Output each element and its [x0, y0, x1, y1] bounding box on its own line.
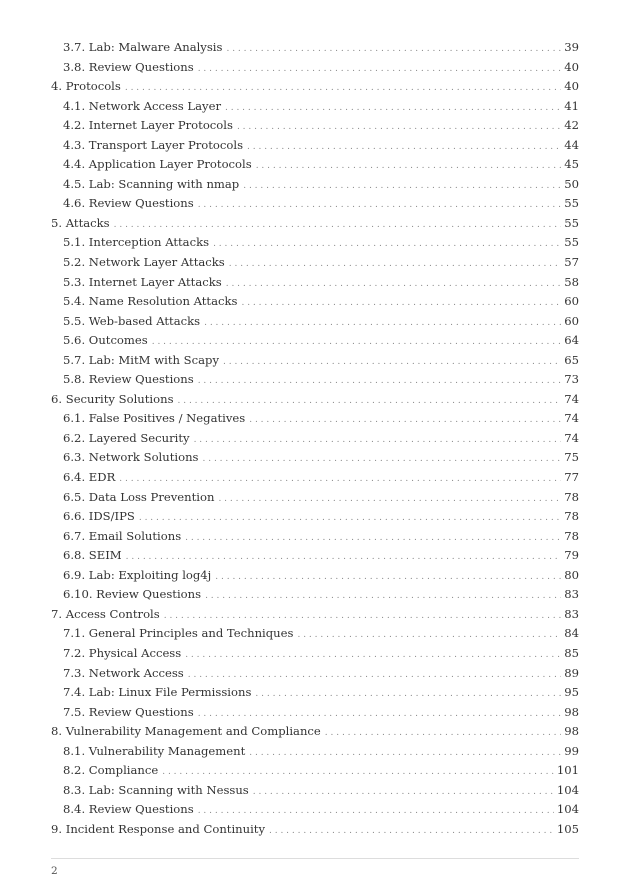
toc-entry[interactable] [51, 820, 579, 840]
toc-entry-title[interactable]: 7. Access Controls [51, 606, 160, 621]
toc-entry-title[interactable]: 4. Protocols [51, 79, 121, 94]
toc-entry[interactable] [51, 292, 579, 312]
toc-entry-title[interactable]: 6.8. SEIM [63, 548, 122, 563]
toc-dot-leader [297, 626, 561, 646]
toc-entry-page[interactable]: 40 [564, 79, 579, 94]
toc-entry[interactable] [51, 644, 579, 664]
toc-entry-title[interactable]: 8.2. Compliance [63, 763, 159, 778]
toc-entry[interactable] [51, 175, 579, 195]
toc-entry-page[interactable]: 64 [564, 333, 579, 348]
toc-dot-leader [325, 724, 561, 744]
toc-entry-title[interactable]: 8.1. Vulnerability Management [63, 743, 246, 758]
toc-entry-page[interactable]: 74 [564, 411, 579, 426]
toc-entry-title[interactable]: 7.4. Lab: Linux File Permissions [63, 685, 252, 700]
toc-entry-title[interactable]: 3.8. Review Questions [63, 59, 194, 74]
toc-entry-title[interactable]: 5.8. Review Questions [63, 372, 194, 387]
toc-entry[interactable] [51, 605, 579, 625]
table-of-contents [51, 38, 579, 839]
toc-entry-title[interactable]: 7.2. Physical Access [63, 645, 182, 660]
toc-entry-page[interactable]: 105 [556, 821, 579, 836]
toc-entry[interactable] [51, 370, 579, 390]
toc-entry-title[interactable]: 7.5. Review Questions [63, 704, 194, 719]
toc-dot-leader [247, 138, 561, 158]
toc-entry-title[interactable]: 8. Vulnerability Management and Compliance [51, 724, 321, 739]
toc-dot-leader [139, 509, 561, 529]
toc-dot-leader [256, 157, 562, 177]
toc-entry-title[interactable]: 5.1. Interception Attacks [63, 235, 210, 250]
toc-dot-leader [226, 40, 561, 60]
toc-entry-page[interactable]: 45 [564, 157, 579, 172]
toc-entry-page[interactable]: 55 [564, 235, 579, 250]
toc-entry-page[interactable]: 104 [556, 782, 579, 797]
toc-entry-title[interactable]: 5. Attacks [51, 215, 110, 230]
toc-entry-page[interactable]: 57 [564, 255, 579, 270]
toc-entry-title[interactable]: 5.7. Lab: MitM with Scapy [63, 352, 219, 367]
toc-dot-leader [241, 294, 561, 314]
toc-entry-title[interactable]: 4.2. Internet Layer Protocols [63, 118, 233, 133]
toc-entry-title[interactable]: 3.7. Lab: Malware Analysis [63, 40, 223, 54]
toc-entry-page[interactable]: 78 [564, 489, 579, 504]
toc-dot-leader [218, 490, 561, 510]
toc-entry[interactable] [51, 409, 579, 429]
toc-entry[interactable] [51, 116, 579, 136]
toc-entry[interactable] [51, 624, 579, 644]
toc-entry-page[interactable]: 55 [564, 215, 579, 230]
toc-entry[interactable] [51, 77, 579, 97]
toc-entry-title[interactable]: 9. Incident Response and Continuity [51, 821, 266, 836]
toc-dot-leader [249, 411, 561, 431]
toc-entry-title[interactable]: 6.9. Lab: Exploiting log4j [63, 567, 212, 582]
toc-entry[interactable] [51, 331, 579, 351]
toc-entry-page[interactable]: 58 [564, 274, 579, 289]
toc-dot-leader [185, 646, 561, 666]
toc-entry-title[interactable]: 5.3. Internet Layer Attacks [63, 274, 222, 289]
toc-entry-page[interactable]: 75 [564, 450, 579, 465]
toc-entry-page[interactable]: 98 [564, 724, 579, 739]
toc-dot-leader [253, 783, 554, 803]
toc-entry-page[interactable]: 39 [564, 40, 579, 54]
toc-entry-page[interactable]: 55 [564, 196, 579, 211]
toc-entry[interactable] [51, 703, 579, 723]
toc-entry[interactable] [51, 136, 579, 156]
toc-entry-title[interactable]: 5.2. Network Layer Attacks [63, 255, 225, 270]
toc-entry[interactable] [51, 664, 579, 684]
toc-dot-leader [204, 314, 561, 334]
toc-entry-page[interactable]: 83 [564, 587, 579, 602]
toc-entry[interactable] [51, 253, 579, 273]
toc-entry-page[interactable]: 74 [564, 430, 579, 445]
toc-entry-page[interactable]: 80 [564, 567, 579, 582]
toc-entry[interactable] [51, 194, 579, 214]
toc-entry-page[interactable]: 99 [564, 743, 579, 758]
toc-entry-page[interactable]: 85 [564, 645, 579, 660]
toc-entry[interactable] [51, 566, 579, 586]
toc-dot-leader [237, 118, 561, 138]
toc-entry-page[interactable]: 73 [564, 372, 579, 387]
footer-divider [51, 858, 579, 859]
toc-entry-title[interactable]: 8.3. Lab: Scanning with Nessus [63, 782, 249, 797]
toc-entry[interactable] [51, 390, 579, 410]
toc-dot-leader [255, 685, 561, 705]
toc-entry-title[interactable]: 5.5. Web-based Attacks [63, 313, 201, 328]
toc-entry-page[interactable]: 104 [556, 802, 579, 817]
toc-entry-page[interactable]: 40 [564, 59, 579, 74]
toc-entry-page[interactable]: 84 [564, 626, 579, 641]
toc-entry[interactable] [51, 507, 579, 527]
toc-entry[interactable] [51, 761, 579, 781]
toc-dot-leader [249, 744, 561, 764]
toc-dot-leader [198, 196, 562, 216]
toc-dot-leader [243, 177, 561, 197]
toc-entry-title[interactable]: 7.3. Network Access [63, 665, 184, 680]
toc-entry-page[interactable]: 42 [564, 118, 579, 133]
toc-entry-page[interactable]: 50 [564, 176, 579, 191]
toc-entry-page[interactable]: 95 [564, 685, 579, 700]
toc-entry-page[interactable]: 79 [564, 548, 579, 563]
toc-entry-page[interactable]: 44 [564, 137, 579, 152]
toc-entry[interactable] [51, 351, 579, 371]
toc-dot-leader [198, 60, 562, 80]
toc-dot-leader [215, 568, 561, 588]
toc-entry-title[interactable]: 7.1. General Principles and Techniques [63, 626, 294, 641]
toc-entry-title[interactable]: 4.6. Review Questions [63, 196, 194, 211]
toc-dot-leader [225, 99, 561, 119]
toc-entry[interactable] [51, 155, 579, 175]
toc-entry[interactable] [51, 683, 579, 703]
toc-entry-title[interactable]: 6.7. Email Solutions [63, 528, 182, 543]
toc-entry[interactable] [51, 448, 579, 468]
toc-entry-page[interactable]: 60 [564, 294, 579, 309]
toc-entry-title[interactable]: 6. Security Solutions [51, 391, 174, 406]
toc-entry-title[interactable]: 8.4. Review Questions [63, 802, 194, 817]
toc-dot-leader [205, 587, 561, 607]
toc-entry-title[interactable]: 6.6. IDS/IPS [63, 509, 135, 524]
toc-entry[interactable] [51, 722, 579, 742]
toc-entry[interactable] [51, 214, 579, 234]
toc-dot-leader [223, 353, 561, 373]
toc-entry[interactable] [51, 546, 579, 566]
toc-entry[interactable] [51, 488, 579, 508]
toc-entry-page[interactable]: 83 [564, 606, 579, 621]
toc-entry-title[interactable]: 4.3. Transport Layer Protocols [63, 137, 244, 152]
toc-entry[interactable] [51, 97, 579, 117]
toc-dot-leader [226, 275, 562, 295]
toc-entry-title[interactable]: 6.4. EDR [63, 470, 116, 485]
toc-entry-title[interactable]: 5.4. Name Resolution Attacks [63, 294, 238, 309]
toc-entry-page[interactable]: 65 [564, 352, 579, 367]
toc-dot-leader [198, 372, 562, 392]
toc-entry-title[interactable]: 6.1. False Positives / Negatives [63, 411, 246, 426]
toc-entry[interactable] [51, 312, 579, 332]
toc-entry[interactable] [51, 429, 579, 449]
toc-entry-page[interactable]: 101 [556, 763, 579, 778]
toc-entry[interactable] [51, 781, 579, 801]
toc-dot-leader [269, 822, 554, 842]
toc-entry[interactable] [51, 233, 579, 253]
toc-entry[interactable] [51, 742, 579, 762]
toc-dot-leader [213, 235, 561, 255]
page-number: 2 [51, 865, 58, 877]
toc-entry-page[interactable]: 74 [564, 391, 579, 406]
toc-dot-leader [203, 450, 562, 470]
toc-entry-page[interactable]: 78 [564, 509, 579, 524]
toc-entry-page[interactable]: 77 [564, 470, 579, 485]
toc-entry[interactable] [51, 58, 579, 78]
toc-entry[interactable] [51, 273, 579, 293]
toc-entry[interactable] [51, 800, 579, 820]
toc-entry[interactable] [51, 38, 579, 58]
toc-dot-leader [185, 529, 561, 549]
toc-entry-title[interactable]: 6.5. Data Loss Prevention [63, 489, 215, 504]
toc-entry-title[interactable]: 4.5. Lab: Scanning with nmap [63, 176, 240, 191]
toc-entry-title[interactable]: 5.6. Outcomes [63, 333, 148, 348]
toc-entry-page[interactable]: 89 [564, 665, 579, 680]
toc-entry-title[interactable]: 6.10. Review Questions [63, 587, 202, 602]
toc-entry-title[interactable]: 4.4. Application Layer Protocols [63, 157, 252, 172]
toc-dot-leader [229, 255, 561, 275]
toc-entry-title[interactable]: 6.2. Layered Security [63, 430, 190, 445]
toc-dot-leader [194, 431, 562, 451]
toc-entry[interactable] [51, 468, 579, 488]
toc-entry[interactable] [51, 527, 579, 547]
toc-entry-page[interactable]: 41 [564, 98, 579, 113]
toc-entry[interactable] [51, 585, 579, 605]
toc-entry-page[interactable]: 98 [564, 704, 579, 719]
toc-entry-title[interactable]: 6.3. Network Solutions [63, 450, 199, 465]
toc-entry-page[interactable]: 78 [564, 528, 579, 543]
toc-entry-title[interactable]: 4.1. Network Access Layer [63, 98, 221, 113]
toc-entry-page[interactable]: 60 [564, 313, 579, 328]
